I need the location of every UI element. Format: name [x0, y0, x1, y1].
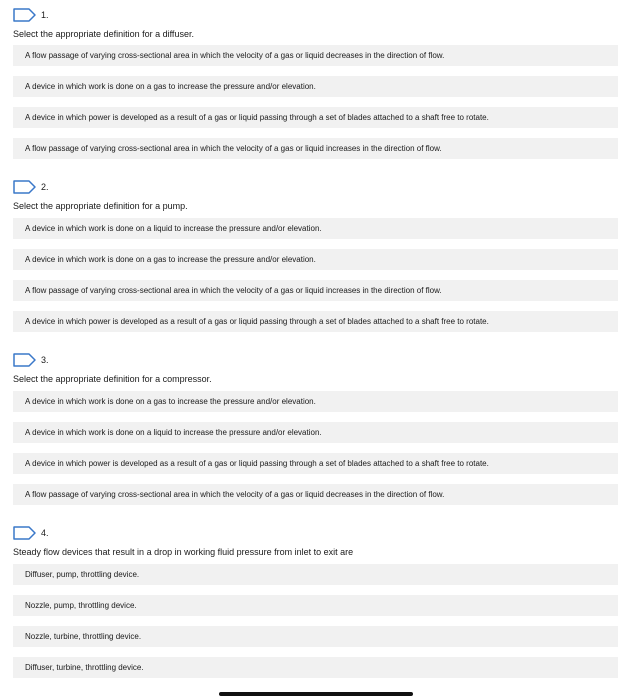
- answer-option[interactable]: A flow passage of varying cross-sectional area in which the velocity of a gas or liquid decreases in the direction of flow.: [13, 45, 618, 66]
- flag-outline-icon[interactable]: [13, 353, 37, 367]
- answer-option[interactable]: Diffuser, turbine, throttling device.: [13, 657, 618, 678]
- answer-option[interactable]: A flow passage of varying cross-sectional area in which the velocity of a gas or liquid decreases in the direction of flow.: [13, 484, 618, 505]
- answer-option[interactable]: A device in which power is developed as a result of a gas or liquid passing through a set of blades attached to a shaft free to rotate.: [13, 311, 618, 332]
- answer-option[interactable]: A device in which work is done on a gas to increase the pressure and/or elevation.: [13, 249, 618, 270]
- question-text: Select the appropriate definition for a diffuser.: [13, 29, 194, 39]
- flag-outline-icon[interactable]: [13, 8, 37, 22]
- home-indicator[interactable]: [219, 692, 413, 696]
- question-number: 4.: [41, 528, 49, 538]
- question-number: 2.: [41, 182, 49, 192]
- answer-option[interactable]: Nozzle, pump, throttling device.: [13, 595, 618, 616]
- answer-option[interactable]: A device in which work is done on a gas to increase the pressure and/or elevation.: [13, 76, 618, 97]
- answer-option[interactable]: Diffuser, pump, throttling device.: [13, 564, 618, 585]
- answer-option[interactable]: Nozzle, turbine, throttling device.: [13, 626, 618, 647]
- answer-option[interactable]: A device in which power is developed as a result of a gas or liquid passing through a set of blades attached to a shaft free to rotate.: [13, 453, 618, 474]
- question-number: 1.: [41, 10, 49, 20]
- question-number: 3.: [41, 355, 49, 365]
- answer-option[interactable]: A flow passage of varying cross-sectional area in which the velocity of a gas or liquid increases in the direction of flow.: [13, 280, 618, 301]
- flag-outline-icon[interactable]: [13, 180, 37, 194]
- answer-option[interactable]: A flow passage of varying cross-sectional area in which the velocity of a gas or liquid increases in the direction of flow.: [13, 138, 618, 159]
- answer-option[interactable]: A device in which power is developed as a result of a gas or liquid passing through a set of blades attached to a shaft free to rotate.: [13, 107, 618, 128]
- answer-option[interactable]: A device in which work is done on a liquid to increase the pressure and/or elevation.: [13, 422, 618, 443]
- answer-option[interactable]: A device in which work is done on a liquid to increase the pressure and/or elevation.: [13, 218, 618, 239]
- flag-outline-icon[interactable]: [13, 526, 37, 540]
- question-text: Select the appropriate definition for a compressor.: [13, 374, 212, 384]
- question-text: Steady flow devices that result in a drop in working fluid pressure from inlet to exit are: [13, 547, 354, 557]
- question-text: Select the appropriate definition for a pump.: [13, 201, 188, 211]
- answer-option[interactable]: A device in which work is done on a gas to increase the pressure and/or elevation.: [13, 391, 618, 412]
